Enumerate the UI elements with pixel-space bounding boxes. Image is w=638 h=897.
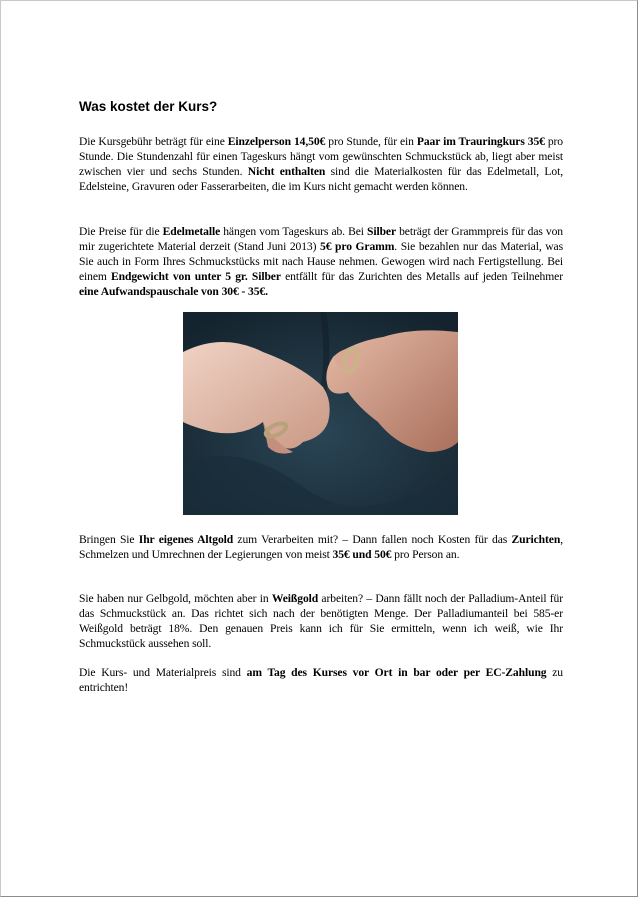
text-run: zum Verarbeiten mit? – Dann fallen noch Kosten für das xyxy=(233,533,512,546)
bold-text-run: Weißgold xyxy=(271,592,319,605)
bold-text-run: eine Aufwandspauschale von 30€ - 35€. xyxy=(79,285,268,298)
bold-text-run: Paar im Trauringkurs 35€ xyxy=(416,135,545,148)
text-run: pro Person an. xyxy=(391,548,460,561)
paragraph-precious-metals xyxy=(79,224,563,299)
paragraph-payment xyxy=(79,665,563,695)
paragraph-old-gold xyxy=(79,532,563,562)
text-run: Sie haben nur Gelbgold, möchten aber in xyxy=(79,592,272,605)
text-run: entfällt für das Zurichten des Metalls auf jeden Teilnehmer xyxy=(280,270,563,283)
bold-text-run: Endgewicht von unter 5 gr. Silber xyxy=(111,270,281,283)
text-run: hängen vom Tageskurs ab. Bei xyxy=(220,225,367,238)
text-run: zu entrichten! xyxy=(79,666,563,694)
text-run: pro Stunde. Die Stundenzahl für einen Tageskurs hängt vom gewünschten Schmuckstück ab, liegt aber meist zwischen vier und sechs Stunden. xyxy=(79,135,564,178)
bold-text-run: Silber xyxy=(366,225,397,238)
bold-text-run: am Tag des Kurses vor Ort in bar oder per EC-Zahlung xyxy=(246,666,547,679)
text-run: sind die Materialkosten für das Edelmetall, Lot, Edelsteine, Gravuren oder Fasserarbeiten, die im Kurs nicht gemacht werden können. xyxy=(79,165,563,193)
bold-text-run: Nicht enthalten xyxy=(247,165,326,178)
hands-rings-image xyxy=(183,312,458,515)
text-run: , Schmelzen und Umrechnen der Legierungen von meist xyxy=(79,533,563,561)
text-run: pro Stunde, für ein xyxy=(325,135,417,148)
bold-text-run: Ihr eigenes Altgold xyxy=(138,533,234,546)
paragraph-course-fee xyxy=(79,134,563,194)
bold-text-run: 5€ pro Gramm xyxy=(320,240,395,253)
bold-text-run: 35€ und 50€ xyxy=(332,548,392,561)
page-heading: Was kostet der Kurs? xyxy=(79,99,218,114)
text-run: Bringen Sie xyxy=(79,533,139,546)
bold-text-run: Edelmetalle xyxy=(162,225,221,238)
text-run: . Sie bezahlen nur das Material, was Sie auch in Form Ihres Schmuckstücks mit nach Hause nehmen. Gewogen wird nach Fertigstellung. Bei einem xyxy=(79,240,563,283)
text-run: beträgt der Grammpreis für das von mir zugerichtete Material derzeit (Stand Juni 2013) xyxy=(79,225,563,253)
photo-hands-with-rings xyxy=(183,312,458,515)
text-run: Die Preise für die xyxy=(79,225,163,238)
paragraph-white-gold xyxy=(79,591,563,651)
text-run: Die Kursgebühr beträgt für eine xyxy=(79,135,228,148)
text-run: Die Kurs- und Materialpreis sind xyxy=(79,666,247,679)
bold-text-run: Zurichten xyxy=(511,533,561,546)
text-run: arbeiten? – Dann fällt noch der Palladium-Anteil für das Schmuckstück an. Das richtet sich nach der benötigten Menge. Der Palladiumanteil bei 585-er Weißgold beträgt 18%. Den genauen Preis kann ich für Sie ermitteln, wenn ich weiß, wie Ihr Schmuckstück aussehen soll. xyxy=(79,592,563,650)
bold-text-run: Einzelperson 14,50€ xyxy=(227,135,326,148)
